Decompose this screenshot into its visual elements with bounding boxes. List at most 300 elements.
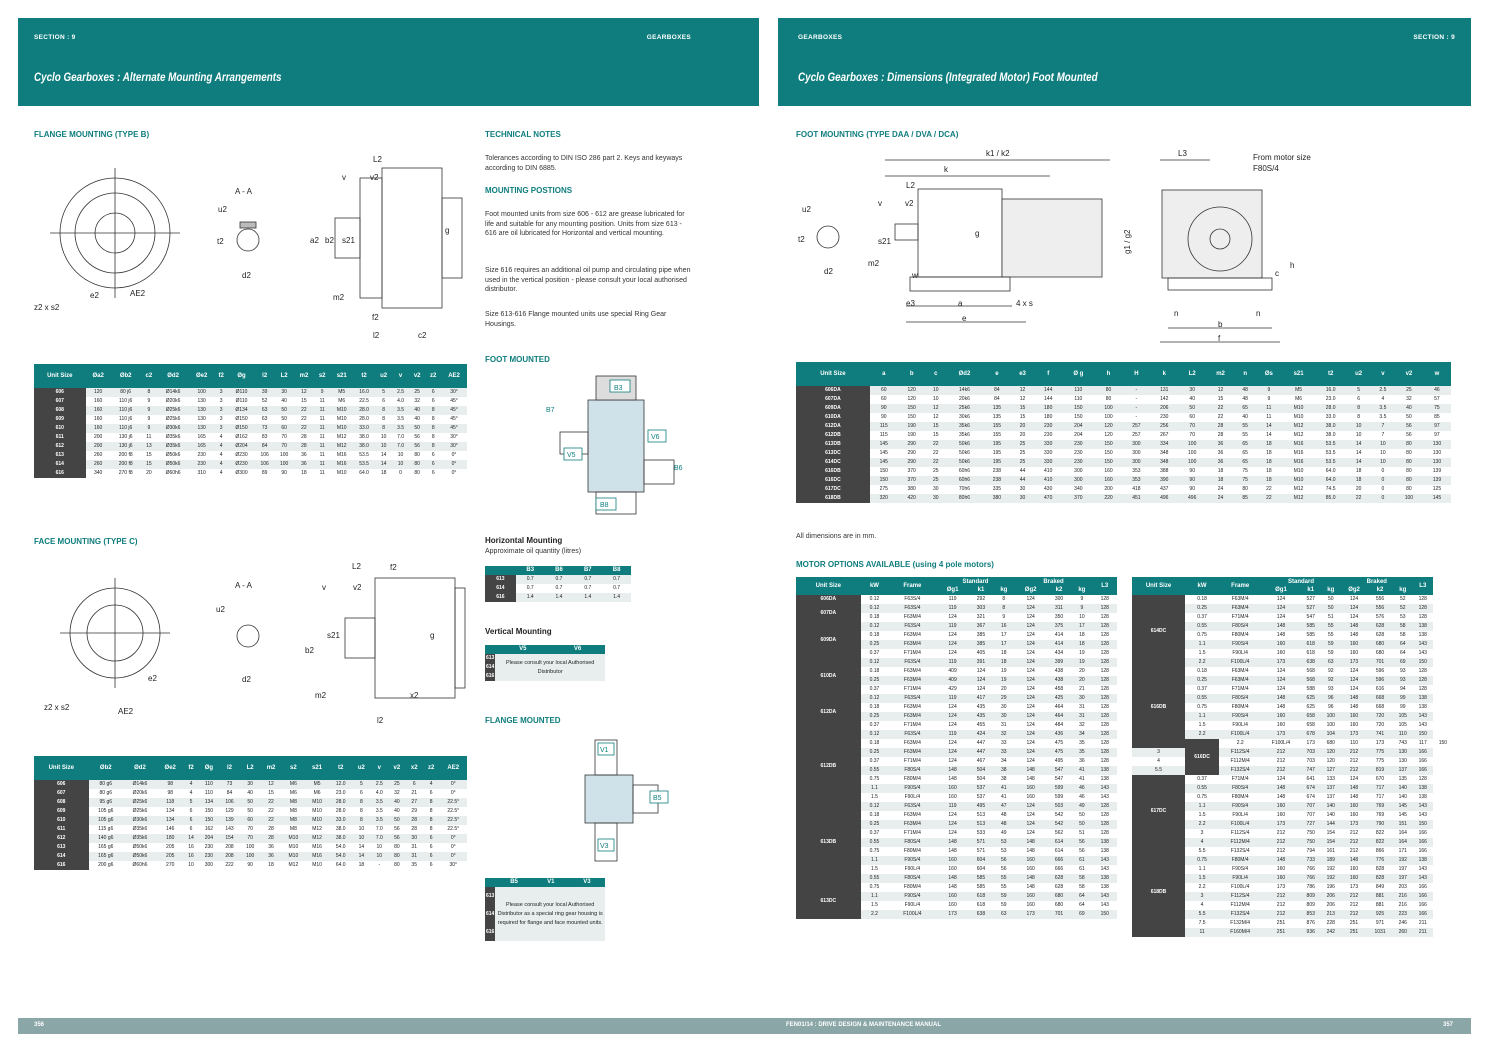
- table-cell: 10: [1371, 440, 1395, 449]
- table-cell: 0°: [439, 852, 467, 861]
- table-cell: 822: [1375, 830, 1385, 836]
- table-cell: 0.18: [869, 632, 880, 638]
- table-cell: 110 j6: [111, 424, 141, 433]
- table-cell: 189: [1321, 856, 1341, 865]
- table-cell: 110: [1393, 730, 1413, 739]
- table-cell: 14: [1346, 458, 1370, 467]
- column-header: Øg2: [1341, 586, 1368, 595]
- table-cell: F63M/4: [888, 640, 936, 649]
- table-cell: 120: [1326, 758, 1335, 764]
- table-cell: F63S/4: [888, 694, 936, 703]
- table-cell: 50: [274, 406, 293, 415]
- table-cell: Ø150: [228, 424, 255, 433]
- table-cell: 154: [1326, 830, 1335, 836]
- table-cell: 110: [199, 780, 220, 789]
- table-cell: F71M/4: [903, 650, 921, 656]
- table-cell: 849: [1375, 884, 1385, 890]
- table-cell: 115 g6: [98, 826, 114, 832]
- table-cell: 0.18: [869, 704, 880, 710]
- svg-text:n: n: [1174, 309, 1179, 318]
- svg-text:s21: s21: [342, 236, 355, 245]
- svg-text:v: v: [342, 173, 346, 182]
- table-cell: 8: [1357, 414, 1361, 420]
- table-cell: 36: [1217, 450, 1224, 456]
- table-cell: 80: [1242, 486, 1248, 492]
- column-header: z2: [425, 364, 441, 388]
- column-header: v: [392, 364, 409, 388]
- table-cell: 703: [1306, 758, 1315, 764]
- table-cell: 55: [1327, 632, 1334, 638]
- table-cell: -: [1122, 404, 1150, 413]
- table-cell: 50: [1071, 820, 1092, 829]
- table-cell: 58: [1071, 874, 1092, 883]
- table-cell: 257: [1132, 432, 1141, 438]
- foot-mounted-drawing: [540, 372, 690, 522]
- table-cell: 145: [1393, 802, 1413, 811]
- table-cell: 80: [394, 844, 400, 850]
- column-header: v2: [1395, 362, 1423, 386]
- table-cell: 30: [1001, 704, 1007, 710]
- table-row: [796, 883, 1117, 892]
- table-cell: 24: [1206, 494, 1235, 503]
- table-cell: 130: [197, 416, 206, 422]
- table-cell: 128: [1100, 830, 1109, 836]
- table-cell: 160: [948, 866, 957, 872]
- table-cell: 300: [204, 862, 214, 868]
- table-cell: 10: [352, 834, 370, 843]
- table-cell: 7.0: [392, 442, 409, 451]
- flange-mounted-table: [485, 878, 605, 941]
- table-cell: 124: [1014, 694, 1046, 703]
- table-cell: 70: [240, 834, 261, 843]
- table-cell: 148: [948, 884, 957, 890]
- table-cell: 203: [1398, 884, 1407, 890]
- table-cell: M10: [1282, 404, 1314, 413]
- table-cell: 1.1: [861, 892, 889, 901]
- column-header: Øe2: [189, 364, 214, 388]
- table-cell: 6: [189, 826, 193, 832]
- column-header: B6: [545, 566, 574, 575]
- svg-text:d2: d2: [242, 675, 251, 684]
- table-cell: 220: [1095, 494, 1123, 503]
- table-cell: 613DC: [796, 449, 870, 458]
- table-cell: 124: [1276, 776, 1286, 782]
- table-cell: 270: [166, 862, 175, 868]
- table-cell: F63S/4: [888, 622, 936, 631]
- table-cell: 50: [388, 816, 405, 825]
- table-cell: F63M/4: [888, 820, 936, 829]
- column-header: Ød2: [157, 364, 189, 388]
- table-cell: 213: [1321, 910, 1341, 919]
- table-cell: 7.0: [370, 834, 388, 843]
- table-cell: 65: [1235, 440, 1255, 449]
- table-cell: -: [1135, 414, 1138, 420]
- table-cell: M8: [289, 826, 297, 832]
- table-cell: 56: [1001, 866, 1007, 872]
- table-cell: 128: [1093, 640, 1118, 649]
- table-cell: 0.7: [584, 585, 592, 591]
- table-cell: 0.18: [869, 812, 880, 818]
- table-cell: 611: [34, 433, 86, 442]
- table-cell: 205: [157, 852, 184, 861]
- table-cell: 180: [1044, 414, 1053, 420]
- svg-text:e2: e2: [90, 291, 99, 300]
- table-cell: 155: [983, 422, 1011, 431]
- table-cell: 22.5°: [447, 808, 460, 814]
- table-cell: 50: [1327, 596, 1334, 602]
- table-cell: 420: [898, 494, 926, 503]
- table-cell: 18: [268, 862, 274, 868]
- table-cell: 106: [255, 460, 274, 469]
- table-cell: 124: [948, 650, 957, 656]
- table-cell: 15: [146, 452, 152, 458]
- table-cell: 90: [1189, 486, 1195, 492]
- table-cell: 130: [189, 424, 214, 433]
- column-header: AE2: [439, 756, 467, 780]
- table-cell: 160: [948, 794, 957, 800]
- table-cell: 430: [1044, 486, 1053, 492]
- table-cell: 33.0: [353, 424, 375, 433]
- table-cell: 206: [1150, 404, 1178, 413]
- table-cell: 0°: [450, 790, 456, 796]
- table-cell: 124: [948, 614, 957, 620]
- table-cell: 607DA: [796, 395, 870, 404]
- svg-text:d2: d2: [242, 271, 251, 280]
- table-cell: 35k6: [946, 422, 983, 431]
- table-cell: 56: [1395, 422, 1423, 431]
- table-cell: F63M/4: [903, 632, 921, 638]
- column-header: Øg2: [1014, 586, 1046, 595]
- table-cell: 6: [382, 398, 385, 404]
- table-cell: 0.18: [869, 740, 880, 746]
- table-cell: 173: [1261, 820, 1300, 829]
- table-cell: 173: [1014, 910, 1046, 919]
- table-cell: 46: [1071, 784, 1092, 793]
- table-cell: 251: [1261, 928, 1300, 937]
- table-cell: 104: [1321, 730, 1341, 739]
- table-cell: 613: [34, 843, 89, 852]
- table-cell: 124: [1026, 758, 1035, 764]
- column-header: L3: [1093, 577, 1118, 595]
- table-cell: 701: [1367, 658, 1392, 667]
- table-cell: 150: [1074, 414, 1083, 420]
- table-cell: 300: [1062, 476, 1094, 485]
- table-cell: 124: [948, 830, 957, 836]
- table-cell: 84: [226, 790, 233, 796]
- table-cell: 124: [948, 704, 957, 710]
- table-cell: 128: [1100, 722, 1109, 728]
- table-cell: 618DB: [796, 494, 870, 503]
- table-cell: 260: [1393, 928, 1413, 937]
- svg-text:u2: u2: [216, 605, 225, 614]
- column-header: B5: [495, 878, 532, 887]
- table-cell: 936: [1301, 928, 1321, 937]
- column-header: u2: [352, 756, 370, 780]
- table-cell: 9: [141, 424, 157, 433]
- table-cell: 28: [406, 816, 423, 825]
- table-cell: 547: [1054, 776, 1064, 782]
- svg-text:m2: m2: [315, 691, 327, 700]
- table-cell: 63: [993, 910, 1014, 919]
- table-cell: 12: [926, 404, 946, 413]
- table-cell: M10: [305, 798, 329, 807]
- table-cell: 180: [157, 834, 184, 843]
- table-cell: F63M/4: [888, 712, 936, 721]
- table-cell: 0.12: [861, 802, 889, 811]
- table-cell: 8: [425, 406, 441, 415]
- table-cell: 80: [1406, 450, 1412, 456]
- table-cell: 160: [1026, 902, 1035, 908]
- table-cell: Ø50k6: [132, 844, 148, 850]
- table-cell: 70: [274, 442, 293, 451]
- table-cell: 84: [255, 442, 274, 451]
- table-cell: 658: [1301, 712, 1321, 721]
- table-cell: 212: [1349, 758, 1359, 764]
- table-row: [796, 730, 1117, 739]
- table-cell: 80 g6: [99, 790, 113, 796]
- table-cell: 128: [1093, 658, 1118, 667]
- table-cell: 49: [1071, 802, 1092, 811]
- table-cell: 0.18: [1197, 668, 1207, 674]
- table-cell: 144: [1321, 820, 1341, 829]
- table-cell: 140 g6: [89, 834, 123, 843]
- table-cell: Ø30k6: [123, 816, 157, 825]
- table-cell: 36: [268, 844, 274, 850]
- table-cell: 547: [1306, 614, 1315, 620]
- table-cell: 166: [1413, 910, 1433, 919]
- svg-text:z2 x s2: z2 x s2: [44, 703, 70, 712]
- table-cell: 300: [1054, 596, 1064, 602]
- table-cell: 148: [948, 776, 957, 782]
- column-header: V6: [550, 645, 605, 654]
- table-cell: 148: [1261, 856, 1300, 865]
- table-cell: F90L/4: [1232, 722, 1248, 728]
- table-cell: 230: [204, 844, 214, 850]
- table-cell: 23.0: [335, 790, 346, 796]
- svg-text:u2: u2: [802, 205, 811, 214]
- column-header: H: [1122, 362, 1150, 386]
- table-cell: 124: [1276, 596, 1286, 602]
- table-cell: 53: [993, 838, 1014, 847]
- table-cell: 93: [1399, 668, 1406, 674]
- table-cell: 160: [936, 856, 968, 865]
- table-cell: 0°: [450, 844, 456, 850]
- table-cell: 9: [147, 398, 151, 404]
- table-cell: 29: [411, 808, 417, 814]
- svg-text:B3: B3: [614, 385, 623, 392]
- table-cell: 707: [1306, 812, 1315, 818]
- column-header: kg: [1321, 586, 1341, 595]
- table-row: [796, 595, 1117, 604]
- table-cell: 6: [429, 844, 433, 850]
- table-cell: 125: [1432, 486, 1442, 492]
- table-cell: 124: [1349, 596, 1359, 602]
- table-cell: 28: [294, 442, 314, 451]
- column-header: kg: [1393, 586, 1413, 595]
- svg-text:v: v: [322, 583, 326, 592]
- table-cell: 330: [1044, 450, 1053, 456]
- table-cell: 200 f8: [118, 452, 133, 458]
- table-row: [34, 852, 467, 861]
- table-cell: 674: [1306, 794, 1315, 800]
- table-cell: 596: [1375, 668, 1385, 674]
- table-cell: 124: [1026, 668, 1035, 674]
- table-cell: 160: [1095, 476, 1123, 485]
- table-cell: 809: [1306, 902, 1315, 908]
- table-cell: 127: [1321, 766, 1341, 775]
- table-cell: 238: [983, 476, 1011, 485]
- table-cell: 216: [1393, 892, 1413, 901]
- table-cell: 4: [219, 470, 223, 476]
- table-cell: 80: [388, 852, 405, 861]
- table-cell: 140: [1326, 812, 1335, 818]
- table-cell: 124: [1014, 748, 1046, 757]
- table-cell: 15: [1217, 396, 1224, 402]
- table-cell: 2.5: [392, 388, 409, 397]
- table-cell: F80M/4: [903, 884, 921, 890]
- table-cell: F80S/4: [888, 838, 936, 847]
- table-cell: M8: [282, 798, 305, 807]
- table-cell: 10: [358, 826, 365, 832]
- table-cell: 22.5°: [439, 798, 467, 807]
- table-cell: 435: [976, 704, 986, 710]
- table-row: [1132, 757, 1453, 766]
- table-cell: 1.4: [545, 593, 574, 602]
- table-cell: 200: [93, 434, 103, 440]
- table-cell: 143: [1418, 866, 1427, 872]
- svg-text:V6: V6: [651, 434, 660, 441]
- column-header: Unit Size: [34, 756, 89, 780]
- table-cell: 4.0: [397, 398, 405, 404]
- table-cell: 4: [1157, 758, 1160, 764]
- table-cell: F80M/4: [1231, 794, 1249, 800]
- column-header: c2: [141, 364, 157, 388]
- table-cell: 625: [1301, 694, 1321, 703]
- table-cell: 8: [141, 388, 157, 397]
- table-cell: 614: [486, 664, 495, 670]
- table-cell: 206: [1321, 892, 1341, 901]
- table-cell: F71M/4: [1231, 776, 1249, 782]
- table-cell: 9: [1255, 386, 1282, 395]
- column-header: l2: [219, 756, 240, 780]
- table-cell: 881: [1375, 902, 1385, 908]
- table-cell: 1.5: [870, 794, 878, 800]
- svg-text:d2: d2: [824, 267, 833, 276]
- table-cell: 0.55: [1185, 694, 1219, 703]
- table-cell: 238: [992, 468, 1002, 474]
- table-cell: 613: [34, 451, 86, 460]
- table-cell: 370: [907, 468, 916, 474]
- table-cell: F100L/4: [1230, 884, 1250, 890]
- table-cell: 18: [1255, 440, 1282, 449]
- column-header: f: [1034, 362, 1062, 386]
- table-cell: 18: [1266, 450, 1272, 456]
- table-cell: 876: [1306, 920, 1315, 926]
- table-cell: 0.7: [555, 585, 563, 591]
- svg-text:e: e: [962, 314, 967, 323]
- table-cell: 267: [1160, 432, 1169, 438]
- table-cell: 614: [1054, 848, 1064, 854]
- table-cell: 18: [993, 658, 1014, 667]
- table-cell: 9: [1080, 596, 1084, 602]
- table-cell: 10: [376, 844, 383, 850]
- table-cell: F90L/4: [1232, 650, 1248, 656]
- table-cell: 100: [245, 844, 255, 850]
- table-cell: 4: [214, 442, 228, 451]
- table-cell: -: [1135, 396, 1138, 402]
- table-cell: 124: [1026, 686, 1035, 692]
- table-cell: 290: [898, 440, 926, 449]
- table-cell: F112M/4: [1230, 758, 1250, 764]
- table-cell: 230: [1062, 440, 1094, 449]
- column-header: Unit Size: [796, 362, 870, 386]
- table-cell: 447: [976, 740, 986, 746]
- table-cell: 50: [240, 798, 261, 807]
- table-cell: 300: [1122, 458, 1150, 467]
- table-cell: 385: [976, 632, 986, 638]
- table-cell: M16: [305, 852, 329, 861]
- table-cell: 707: [1301, 802, 1321, 811]
- table-cell: 4: [219, 452, 223, 458]
- table-cell: F90S/4: [1219, 712, 1261, 721]
- table-cell: F132S/4: [1219, 766, 1261, 775]
- table-cell: 160: [1276, 722, 1286, 728]
- table-cell: 56: [414, 434, 420, 440]
- table-cell: 678: [1301, 730, 1321, 739]
- table-cell: 230: [197, 452, 206, 458]
- table-cell: 41: [1001, 794, 1007, 800]
- table-cell: 0.55: [1185, 784, 1219, 793]
- table-cell: 0.55: [861, 874, 889, 883]
- right-header: [778, 18, 1471, 106]
- table-cell: M5: [330, 388, 353, 397]
- table-cell: 616: [485, 593, 516, 602]
- table-cell: M10: [282, 834, 305, 843]
- table-cell: 14: [380, 452, 387, 458]
- table-cell: 83: [261, 434, 268, 440]
- table-cell: 1.1: [1198, 866, 1206, 872]
- column-header: k2: [1047, 586, 1071, 595]
- table-cell: 0: [1381, 468, 1385, 474]
- table-cell: 6: [431, 398, 435, 404]
- table-cell: 124: [1026, 812, 1035, 818]
- table-cell: 0.37: [1197, 776, 1207, 782]
- column-header: m2: [294, 364, 314, 388]
- table-cell: 32: [394, 790, 400, 796]
- column-header: v: [370, 756, 388, 780]
- table-row: [34, 843, 467, 852]
- table-row: [34, 451, 467, 460]
- table-cell: 0.55: [861, 838, 889, 847]
- table-cell: 22: [260, 816, 281, 825]
- table-cell: 230: [1160, 414, 1169, 420]
- table-cell: 0°: [451, 470, 457, 476]
- foot-mounting-drawing: [790, 144, 1470, 354]
- column-header: z2: [423, 756, 440, 780]
- left-page-title: Cyclo Gearboxes : Alternate Mounting Arrangements: [34, 70, 282, 84]
- table-cell: 0.75: [1197, 632, 1207, 638]
- table-cell: 10: [397, 452, 404, 458]
- table-cell: 165 g6: [98, 844, 114, 850]
- table-cell: 124: [948, 758, 957, 764]
- table-cell: 70: [247, 826, 253, 832]
- unit-size-cell: 612DA: [796, 694, 861, 730]
- table-cell: 12: [1206, 386, 1235, 395]
- mounting-text-1: Foot mounted units from size 606 - 612 are grease lubricated for life and suitable for any mounting position. Units from size 613 - 616 are oil lubricated for Horizontal and vertical mounting.: [485, 211, 685, 237]
- table-cell: 3: [219, 398, 223, 404]
- table-cell: F63M/4: [1231, 668, 1249, 674]
- table-cell: 22: [294, 424, 314, 433]
